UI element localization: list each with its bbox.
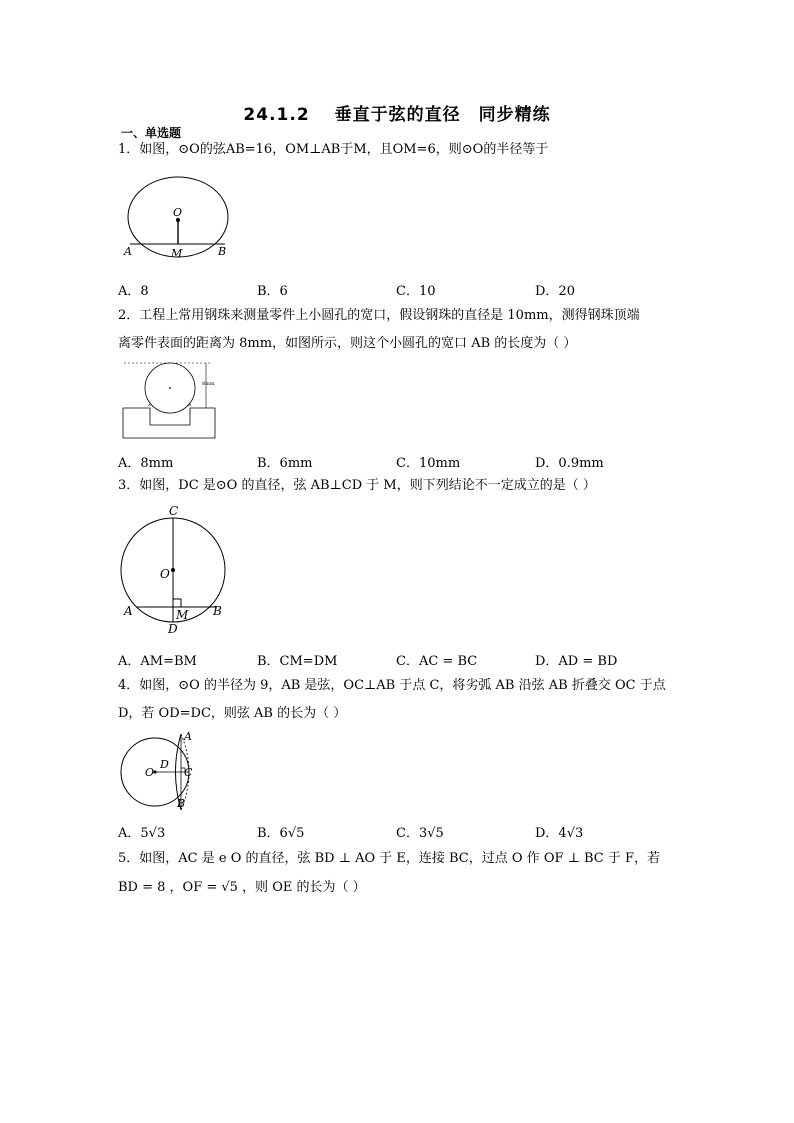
label-B: B bbox=[218, 245, 227, 258]
q1-option-d: D．20 bbox=[535, 284, 575, 299]
section-heading: 一、单选题 bbox=[121, 126, 182, 140]
q2-option-b: B．6mm bbox=[257, 456, 313, 471]
label-A: A bbox=[124, 604, 133, 618]
q1-option-b: B．6 bbox=[257, 284, 288, 299]
page-title: 24.1.2 垂直于弦的直径 同步精练 bbox=[243, 105, 551, 125]
label-A: A bbox=[148, 402, 151, 407]
label-B: B bbox=[188, 402, 191, 407]
q2-option-a: A．8mm bbox=[118, 456, 174, 471]
question-4-stem-line1: 4．如图，⊙O 的半径为 9，AB 是弦，OC⊥AB 于点 C，将劣弧 AB 沿弦 AB 折叠交 OC 于点 bbox=[118, 678, 666, 693]
question-2-figure bbox=[122, 360, 222, 442]
question-3-stem: 3．如图，DC 是⊙O 的直径，弦 AB⊥CD 于 M，则下列结论不一定成立的是（ ） bbox=[118, 478, 596, 493]
label-C: C bbox=[169, 504, 179, 518]
q3-option-c: C．AC = BC bbox=[396, 654, 478, 669]
q1-option-a: A．8 bbox=[118, 284, 149, 299]
q2-option-c: C．10mm bbox=[396, 456, 461, 471]
q1-option-c: C．10 bbox=[396, 284, 436, 299]
label-O: O bbox=[173, 206, 183, 219]
question-5-stem-line2: BD = 8 ，OF = √5 ，则 OE 的长为（ ） bbox=[118, 880, 366, 895]
question-1-stem: 1．如图，⊙O的弦AB=16，OM⊥AB于M，且OM=6，则⊙O的半径等于 bbox=[118, 142, 549, 157]
q3-option-b: B．CM=DM bbox=[257, 654, 338, 669]
question-4-figure bbox=[118, 728, 208, 816]
question-4-stem-line2: D，若 OD=DC，则弦 AB 的长为（ ） bbox=[118, 706, 347, 721]
label-B: B bbox=[177, 797, 186, 810]
q4-option-b: B．6√5 bbox=[257, 826, 305, 841]
label-D: D bbox=[160, 758, 169, 771]
label-D: D bbox=[168, 622, 178, 636]
q2-option-d: D．0.9mm bbox=[535, 456, 604, 471]
label-O: O bbox=[145, 766, 155, 779]
label-A: A bbox=[124, 245, 132, 258]
q3-option-d: D．AD = BD bbox=[535, 654, 618, 669]
label-O: O bbox=[160, 567, 170, 581]
question-2-stem-line2: 离零件表面的距离为 8mm，如图所示，则这个小圆孔的宽口 AB 的长度为（ ） bbox=[118, 336, 577, 351]
q4-option-d: D．4√3 bbox=[535, 826, 584, 841]
q3-option-a: A．AM=BM bbox=[118, 654, 197, 669]
label-M: M bbox=[171, 247, 183, 260]
label-B: B bbox=[213, 604, 222, 618]
label-A: A bbox=[184, 730, 192, 743]
label-8mm: 8mm bbox=[202, 381, 215, 387]
question-5-stem-line1: 5．如图，AC 是 e O 的直径，弦 BD ⊥ AO 于 E，连接 BC，过点 O 作 OF ⊥ BC 于 F，若 bbox=[118, 851, 661, 866]
q4-option-c: C．3√5 bbox=[396, 826, 444, 841]
label-M: M bbox=[176, 608, 189, 622]
question-3-figure bbox=[118, 500, 234, 640]
question-2-stem-line1: 2．工程上常用钢珠来测量零件上小圆孔的宽口，假设钢珠的直径是 10mm，测得钢珠顶端 bbox=[118, 308, 640, 323]
question-1-figure bbox=[118, 176, 238, 266]
label-C: C bbox=[184, 766, 193, 779]
q4-option-a: A．5√3 bbox=[118, 826, 166, 841]
